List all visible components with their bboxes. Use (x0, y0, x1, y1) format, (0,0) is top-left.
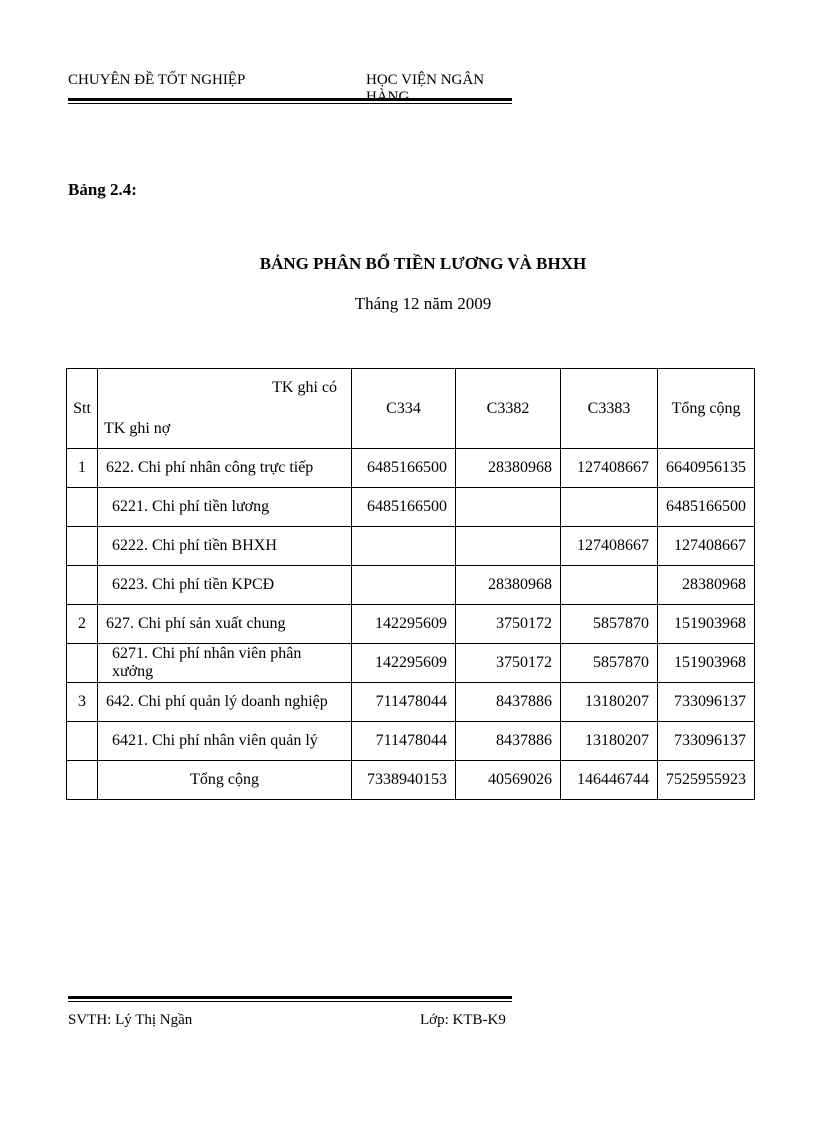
document-title: BẢNG PHÂN BỔ TIỀN LƯƠNG VÀ BHXH (259, 254, 587, 273)
header-institution: HỌC VIỆN NGÂN HÀNG (366, 72, 485, 105)
row-c3383: 5857870 (561, 644, 658, 683)
row-c3382: 28380968 (456, 449, 561, 488)
header-credit: TK ghi có (272, 379, 337, 396)
row-stt: 2 (67, 605, 98, 644)
page-header (68, 72, 512, 105)
table-row (67, 488, 755, 527)
total-c3382: 40569026 (456, 761, 561, 800)
table-row (67, 605, 755, 644)
row-name: 6271. Chi phí nhân viên phân xưởng (98, 644, 352, 683)
row-c334: 142295609 (352, 605, 456, 644)
row-total: 28380968 (658, 566, 755, 605)
row-c3382 (456, 488, 561, 527)
row-name: 6223. Chi phí tiền KPCĐ (98, 566, 352, 605)
total-row (67, 761, 755, 800)
row-stt (67, 527, 98, 566)
row-c3383 (561, 566, 658, 605)
total-total: 7525955923 (658, 761, 755, 800)
row-stt (67, 488, 98, 527)
table-header-row (67, 369, 755, 449)
header-c334: C334 (352, 369, 456, 449)
row-total: 733096137 (658, 683, 755, 722)
total-c334: 7338940153 (352, 761, 456, 800)
footer-divider (68, 996, 512, 1002)
row-stt: 1 (67, 449, 98, 488)
row-c334 (352, 566, 456, 605)
row-name: 6421. Chi phí nhân viên quản lý (98, 722, 352, 761)
row-c334: 6485166500 (352, 449, 456, 488)
footer-class: Lớp: KTB-K9 (420, 1012, 506, 1028)
row-c334: 142295609 (352, 644, 456, 683)
document-subtitle: Tháng 12 năm 2009 (354, 294, 492, 313)
row-c334 (352, 527, 456, 566)
header-topic: CHUYÊN ĐỀ TỐT NGHIỆP (68, 72, 246, 88)
row-c3383: 127408667 (561, 449, 658, 488)
table-label: Bảng 2.4: (68, 180, 137, 199)
row-c3382 (456, 527, 561, 566)
table-row (67, 566, 755, 605)
row-c3382: 3750172 (456, 644, 561, 683)
table-row (67, 527, 755, 566)
row-name: 642. Chi phí quản lý doanh nghiệp (98, 683, 352, 722)
header-c3382: C3382 (456, 369, 561, 449)
row-c3383: 127408667 (561, 527, 658, 566)
row-total: 733096137 (658, 722, 755, 761)
row-c334: 711478044 (352, 683, 456, 722)
row-total: 6640956135 (658, 449, 755, 488)
row-stt (67, 644, 98, 683)
row-c3383: 13180207 (561, 683, 658, 722)
row-name: 627. Chi phí sản xuất chung (98, 605, 352, 644)
row-stt: 3 (67, 683, 98, 722)
row-total: 6485166500 (658, 488, 755, 527)
row-c3383: 13180207 (561, 722, 658, 761)
row-c3383 (561, 488, 658, 527)
table-row (67, 722, 755, 761)
row-stt (67, 722, 98, 761)
row-total: 127408667 (658, 527, 755, 566)
allocation-table (66, 368, 755, 800)
row-c3382: 8437886 (456, 683, 561, 722)
header-debit: TK ghi nợ (104, 420, 171, 437)
total-label: Tổng cộng (98, 761, 352, 800)
header-c3383: C3383 (561, 369, 658, 449)
total-c3383: 146446744 (561, 761, 658, 800)
row-stt (67, 566, 98, 605)
row-c334: 6485166500 (352, 488, 456, 527)
header-divider (68, 98, 512, 104)
header-total: Tổng cộng (658, 369, 755, 449)
row-c3382: 8437886 (456, 722, 561, 761)
header-stt: Stt (67, 369, 98, 449)
row-name: 622. Chi phí nhân công trực tiếp (98, 449, 352, 488)
table-row (67, 644, 755, 683)
header-account-cell (98, 369, 352, 449)
table-row (67, 449, 755, 488)
row-c3382: 28380968 (456, 566, 561, 605)
total-stt-cell (67, 761, 98, 800)
row-total: 151903968 (658, 605, 755, 644)
row-total: 151903968 (658, 644, 755, 683)
table-row (67, 683, 755, 722)
row-c334: 711478044 (352, 722, 456, 761)
row-c3382: 3750172 (456, 605, 561, 644)
row-name: 6222. Chi phí tiền BHXH (98, 527, 352, 566)
row-c3383: 5857870 (561, 605, 658, 644)
row-name: 6221. Chi phí tiền lương (98, 488, 352, 527)
page-footer (68, 1012, 512, 1034)
footer-student: SVTH: Lý Thị Ngần (68, 1012, 193, 1028)
